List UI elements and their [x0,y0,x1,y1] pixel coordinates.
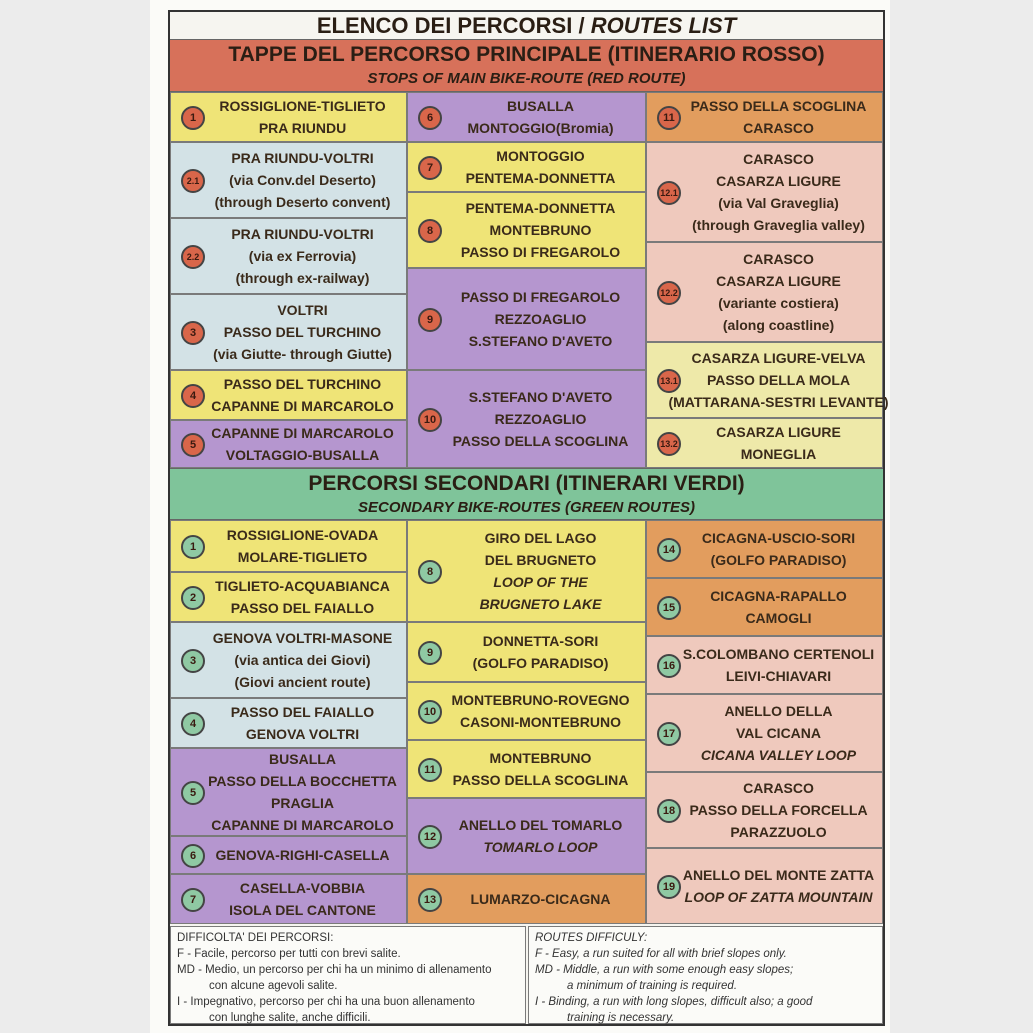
main-route-12-1 [646,142,883,242]
main-section-header [170,40,883,92]
route-number-badge: 12.1 [657,181,681,205]
route-text [201,623,404,697]
route-line: TIGLIETO-ACQUABIANCA [215,578,390,594]
route-number-badge: 9 [418,308,442,332]
route-line: CASELLA-VOBBIA [239,880,366,896]
route-text [438,93,643,141]
route-number-badge: 15 [657,596,681,620]
route-text [677,93,880,141]
route-line: PENTEMA-DONNETTA [465,170,616,186]
route-text [677,143,880,241]
legend-it-line: con lunghe salite, anche difficili. [209,1012,371,1024]
route-number-badge: 2.1 [181,169,205,193]
route-line: CASARZA LIGURE [716,173,841,189]
route-line: PASSO DELLA SCOGLINA [690,98,867,114]
route-line: PRA RIUNDU [258,120,347,136]
route-number-badge: 4 [181,712,205,736]
secondary-route-5 [170,748,407,836]
route-line: DONNETTA-SORI [482,633,599,649]
secondary-route-12 [407,798,646,874]
route-line: PARAZZUOLO [730,824,827,840]
main-route-12-2 [646,242,883,342]
route-line: REZZOAGLIO [494,411,587,427]
page-title-it: ELENCO DEI PERCORSI / [316,13,585,38]
route-text [438,193,643,267]
route-text [201,295,404,369]
legend-en-line: training is necessary. [567,1012,675,1024]
route-number-badge: 3 [181,321,205,345]
route-line: CICAGNA-USCIO-SORI [701,530,856,546]
secondary-route-18 [646,772,883,848]
route-line: CICAGNA-RAPALLO [710,588,847,604]
route-line: ROSSIGLIONE-OVADA [226,527,379,543]
route-number-badge: 18 [657,799,681,823]
legend-en-line: MD - Middle, a run with some enough easy slopes; [535,964,794,976]
route-line: ISOLA DEL CANTONE [229,902,376,918]
route-line: LEIVI-CHIAVARI [725,668,832,684]
route-text [201,749,404,835]
route-number-badge: 10 [418,408,442,432]
main-route-8 [407,192,646,268]
route-line: CARASCO [743,780,814,796]
secondary-route-17 [646,694,883,772]
route-text [677,579,880,635]
route-text [201,421,404,467]
route-line: GENOVA VOLTRI-MASONE [212,630,393,646]
route-line: (along coastline) [722,317,835,333]
route-line: CAPANNE DI MARCAROLO [211,817,394,833]
route-line: (via Val Graveglia) [718,195,839,211]
route-number-badge: 19 [657,875,681,899]
secondary-route-13 [407,874,646,924]
main-route-5 [170,420,407,468]
route-line: (variante costiera) [718,295,839,311]
route-line: MONTOGGIO(Bromia) [467,120,614,136]
main-route-7 [407,142,646,192]
route-number-badge: 2.2 [181,245,205,269]
route-number-badge: 12 [418,825,442,849]
route-line: GIRO DEL LAGO [484,530,597,546]
secondary-route-4 [170,698,407,748]
route-line: DEL BRUGNETO [484,552,597,568]
route-text [677,419,880,467]
route-line: (through Graveglia valley) [692,217,865,233]
route-line: ANELLO DEL MONTE ZATTA [682,867,875,883]
route-number-badge: 1 [181,535,205,559]
route-number-badge: 11 [418,758,442,782]
main-route-10 [407,370,646,468]
route-line: BUSALLA [269,751,336,767]
route-text [438,371,643,467]
route-line: MONTEBRUNO [489,750,592,766]
route-text [201,521,404,571]
secondary-route-16 [646,636,883,694]
route-line: (through Deserto convent) [214,194,391,210]
route-line: LOOP OF THE [493,574,588,590]
main-route-3 [170,294,407,370]
main-route-4 [170,370,407,420]
page-title-en: ROUTES LIST [590,13,737,38]
secondary-route-1 [170,520,407,572]
legend-english [528,926,883,1024]
route-line: VOLTAGGIO-BUSALLA [225,447,380,463]
route-number-badge: 4 [181,384,205,408]
page-title [170,12,883,40]
route-text [677,773,880,847]
route-text [201,219,404,293]
secondary-route-19 [646,848,883,924]
secondary-route-9 [407,622,646,682]
route-line: S.COLOMBANO CERTENOLI [682,646,875,662]
route-line: PRAGLIA [271,795,334,811]
route-number-badge: 12.2 [657,281,681,305]
route-text [438,269,643,369]
route-number-badge: 10 [418,700,442,724]
route-number-badge: 14 [657,538,681,562]
route-text [201,573,404,621]
main-route-6 [407,92,646,142]
route-line: (GOLFO PARADISO) [710,552,847,568]
legend-en-title: ROUTES DIFFICULY: [535,932,648,944]
route-line: PASSO DELLA SCOGLINA [452,433,629,449]
legend-italian [170,926,526,1024]
route-line: VAL CICANA [735,725,822,741]
route-text [677,637,880,693]
route-line: (through ex-railway) [235,270,370,286]
route-text [677,849,880,923]
route-line: PASSO DI FREGAROLO [460,289,621,305]
route-line: PASSO DEL TURCHINO [223,376,382,392]
route-line: PASSO DELLA SCOGLINA [452,772,629,788]
secondary-route-7 [170,874,407,924]
route-line: GENOVA-RIGHI-CASELLA [215,847,390,863]
route-text [201,837,404,873]
route-line: (via Giutte- through Giutte) [213,346,392,362]
route-line: MONTEBRUNO [489,222,592,238]
secondary-route-15 [646,578,883,636]
route-line: CASARZA LIGURE-VELVA [691,350,866,366]
route-line: (via antica dei Giovi) [234,652,371,668]
secondary-route-3 [170,622,407,698]
secondary-route-2 [170,572,407,622]
route-number-badge: 3 [181,649,205,673]
route-line: S.STEFANO D'AVETO [468,389,613,405]
main-section-title: TAPPE DEL PERCORSO PRINCIPALE (ITINERARIO ROSSO) [228,43,825,66]
route-text [677,243,880,341]
route-line: ANELLO DELLA [724,703,833,719]
legend-en-line: a minimum of training is required. [567,980,738,992]
route-line: (via ex Ferrovia) [248,248,357,264]
route-line: CARASCO [743,120,814,136]
route-line: REZZOAGLIO [494,311,587,327]
route-text [438,875,643,923]
route-text [201,699,404,747]
route-line: PASSO DEL FAIALLO [230,704,375,720]
route-number-badge: 7 [181,888,205,912]
route-text [201,875,404,923]
route-line: (GOLFO PARADISO) [472,655,609,671]
route-text [438,521,643,621]
route-line: PRA RIUNDU-VOLTRI [231,150,374,166]
route-line: MONEGLIA [740,446,817,462]
route-line: (MATTARANA-SESTRI LEVANTE) [668,394,889,410]
route-text [201,143,404,217]
route-line: CAMOGLI [745,610,812,626]
route-number-badge: 11 [657,106,681,130]
route-line: PASSO DELLA FORCELLA [689,802,868,818]
route-number-badge: 2 [181,586,205,610]
route-line: CICANA VALLEY LOOP [700,747,857,763]
route-number-badge: 8 [418,560,442,584]
route-line: MOLARE-TIGLIETO [237,549,368,565]
route-line: (Giovi ancient route) [234,674,371,690]
route-line: MONTOGGIO [496,148,585,164]
route-line: LUMARZO-CICAGNA [470,891,611,907]
legend-en-line: F - Easy, a run suited for all with brief slopes only. [535,948,787,960]
route-text [438,623,643,681]
main-route-9 [407,268,646,370]
route-number-badge: 6 [418,106,442,130]
secondary-section-title: PERCORSI SECONDARI (ITINERARI VERDI) [308,472,745,495]
route-number-badge: 13.2 [657,432,681,456]
route-text [677,521,880,577]
secondary-section-header [170,468,883,520]
main-route-13-2 [646,418,883,468]
route-line: CARASCO [743,151,814,167]
route-text [201,93,404,141]
main-section-subtitle: STOPS OF MAIN BIKE-ROUTE (RED ROUTE) [367,70,686,87]
route-number-badge: 9 [418,641,442,665]
legend-it-title: DIFFICOLTA' DEI PERCORSI: [177,932,334,944]
route-number-badge: 5 [181,781,205,805]
route-line: PASSO DEL TURCHINO [223,324,382,340]
legend-it-line: MD - Medio, un percorso per chi ha un minimo di allenamento [177,964,492,976]
legend-it-line: con alcune agevoli salite. [209,980,338,992]
route-number-badge: 17 [657,722,681,746]
route-text [677,695,880,771]
route-line: MONTEBRUNO-ROVEGNO [451,692,630,708]
route-line: CARASCO [743,251,814,267]
route-line: CASARZA LIGURE [716,424,841,440]
route-line: PASSO DEL FAIALLO [230,600,375,616]
legend-it-line: F - Facile, percorso per tutti con brevi salite. [177,948,401,960]
legend-en-line: I - Binding, a run with long slopes, difficult also; a good [535,996,813,1008]
route-text [438,143,643,191]
main-route-1 [170,92,407,142]
route-line: VOLTRI [277,302,328,318]
main-route-11 [646,92,883,142]
secondary-route-10 [407,682,646,740]
route-text [201,371,404,419]
route-line: PENTEMA-DONNETTA [465,200,616,216]
route-text [438,683,643,739]
secondary-route-11 [407,740,646,798]
legend-it-line: I - Impegnativo, percorso per chi ha una buon allenamento [177,996,475,1008]
route-line: CASONI-MONTEBRUNO [460,714,621,730]
route-line: BUSALLA [507,98,574,114]
secondary-section-subtitle: SECONDARY BIKE-ROUTES (GREEN ROUTES) [358,499,695,516]
route-number-badge: 16 [657,654,681,678]
main-route-13-1 [646,342,889,418]
route-number-badge: 13 [418,888,442,912]
route-number-badge: 13.1 [657,369,681,393]
route-text [438,799,643,873]
route-line: CAPANNE DI MARCAROLO [211,398,394,414]
route-line: PASSO DELLA MOLA [706,372,851,388]
route-line: PRA RIUNDU-VOLTRI [231,226,374,242]
secondary-route-14 [646,520,883,578]
route-line: CASARZA LIGURE [716,273,841,289]
route-line: ANELLO DEL TOMARLO [458,817,623,833]
secondary-route-8 [407,520,646,622]
route-line: BRUGNETO LAKE [479,596,602,612]
route-number-badge: 8 [418,219,442,243]
route-line: S.STEFANO D'AVETO [468,333,613,349]
route-text [438,741,643,797]
route-line: PASSO DI FREGAROLO [460,244,621,260]
secondary-route-6 [170,836,407,874]
route-number-badge: 1 [181,106,205,130]
main-route-2-1 [170,142,407,218]
route-line: TOMARLO LOOP [483,839,598,855]
route-number-badge: 6 [181,844,205,868]
route-line: GENOVA VOLTRI [245,726,360,742]
route-number-badge: 5 [181,433,205,457]
route-line: ROSSIGLIONE-TIGLIETO [219,98,386,114]
route-line: PASSO DELLA BOCCHETTA [208,773,397,789]
route-number-badge: 7 [418,156,442,180]
route-line: CAPANNE DI MARCAROLO [211,425,394,441]
main-route-2-2 [170,218,407,294]
route-line: (via Conv.del Deserto) [229,172,376,188]
route-line: LOOP OF ZATTA MOUNTAIN [684,889,873,905]
